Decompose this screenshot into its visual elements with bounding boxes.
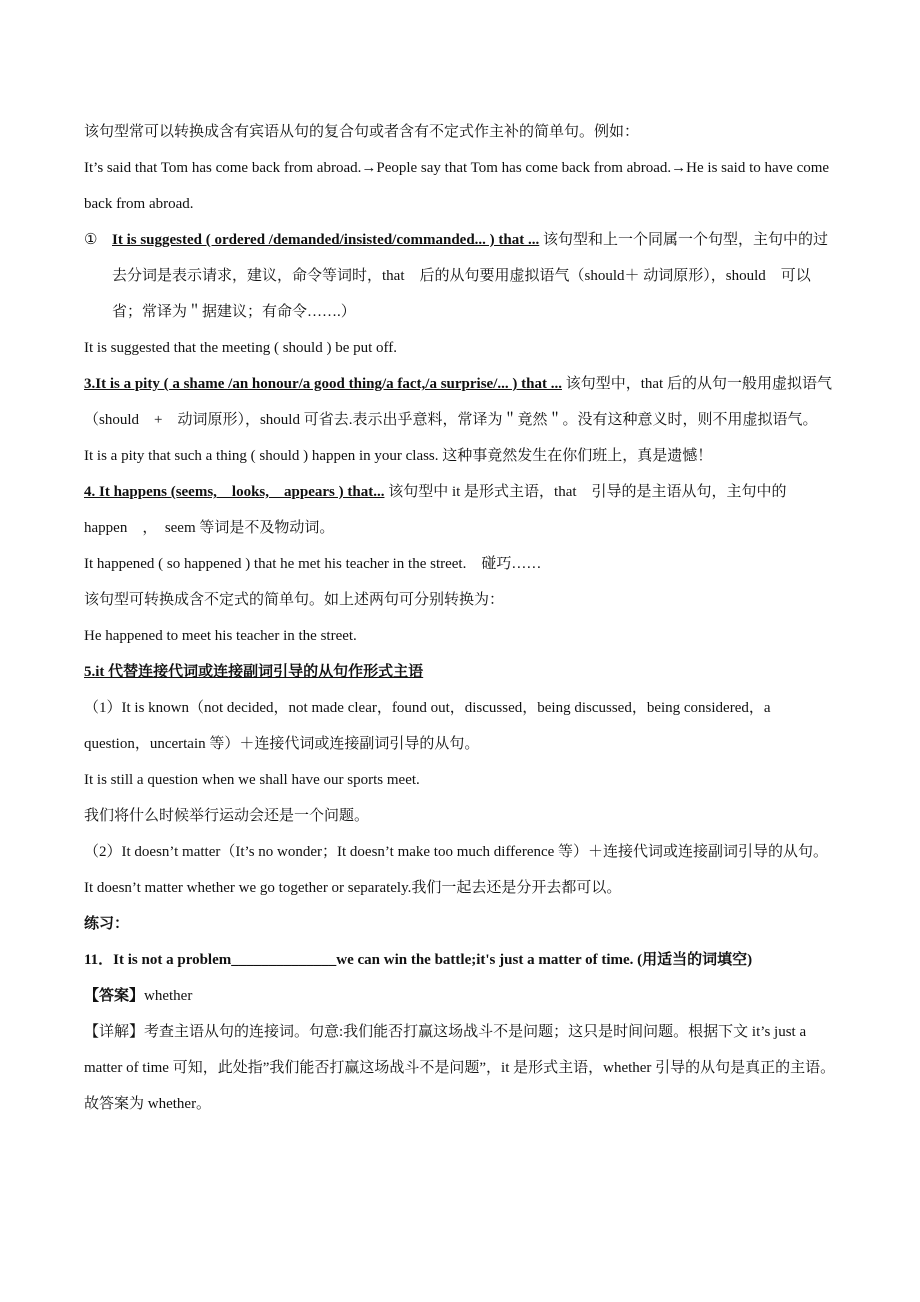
question-text-start: 11．It is not a problem bbox=[84, 952, 232, 968]
document-page bbox=[84, 114, 838, 1122]
example-translation: 我们将什么时候举行运动会还是一个问题。 bbox=[84, 808, 370, 824]
example-sentence: It doesn’t matter whether we go together or separately.我们一起去还是分开去都可以。 bbox=[84, 880, 622, 896]
question-11 bbox=[84, 942, 838, 978]
example-sentence: It’s said that Tom has come back from abroad.→People say that Tom has come back from abroad.→He is said to have come back from abroad. bbox=[84, 160, 830, 212]
question-text-end: we can win the battle;it's just a matter of time. (用适当的词填空) bbox=[336, 952, 753, 968]
pattern-heading: 5.it 代替连接代词或连接副词引导的从句作形式主语 bbox=[84, 664, 424, 680]
example-sentence: He happened to meet his teacher in the street. bbox=[84, 628, 357, 644]
example-sentence: It is a pity that such a thing ( should ) happen in your class. 这种事竟然发生在你们班上，真是遗憾！ bbox=[84, 448, 713, 464]
fill-in-blank: ______________ bbox=[231, 952, 337, 968]
circled-number-marker: ① bbox=[84, 232, 98, 248]
pattern-explanation: 该句型和上一个同属一个句型，主句中的过去分词是表示请求，建议，命令等词时，that 后的从句要用虚拟语气（should＋ 动词原形），should 可以省；常译为＂据建议；有命令…….） bbox=[112, 232, 829, 320]
intro-paragraph: 该句型常可以转换成含有宾语从句的复合句或者含有不定式作主补的简单句。例如： bbox=[84, 124, 640, 140]
example-sentence: It happened ( so happened ) that he met his teacher in the street. 碰巧…… bbox=[84, 556, 542, 572]
pattern-explanation: 该句型中，that 后的从句一般用虚拟语气（should + 动词原形），should 可省去.表示出乎意料，常译为＂竟然＂。没有这种意义时，则不用虚拟语气。 bbox=[84, 376, 832, 428]
detail-text: 考查主语从句的连接词。句意:我们能否打赢这场战斗不是问题；这只是时间问题。根据下文 it’s just a matter of time 可知，此处指”我们能否打赢这场战斗不是问题”，it 是形式主语，whether 引导的从句是真正的主语。故答案为 whether。 bbox=[84, 1024, 836, 1112]
answer-label: 【答案】 bbox=[84, 988, 145, 1004]
pattern-heading: 3.It is a pity ( a shame /an honour/a good thing/a fact,/a surprise/... ) that ... bbox=[84, 376, 562, 392]
pattern-section-3 bbox=[84, 366, 838, 438]
pattern-section-5 bbox=[84, 654, 838, 690]
pattern-section-4 bbox=[84, 474, 838, 546]
conversion-note: 该句型可转换成含不定式的简单句。如上述两句可分别转换为： bbox=[84, 592, 505, 608]
practice-heading: 练习： bbox=[84, 916, 130, 932]
pattern-explanation: 该句型中 it 是形式主语，that 引导的是主语从句，主句中的 happen ， seem 等词是不及物动词。 bbox=[84, 484, 787, 536]
detail-explanation bbox=[84, 1014, 838, 1122]
subpoint-2: （2）It doesn’t matter（It’s no wonder；It doesn’t make too much difference 等）＋连接代词或连接副词引导的从句。 bbox=[84, 844, 829, 860]
answer-value: whether bbox=[144, 988, 193, 1004]
pattern-heading: It is suggested ( ordered /demanded/insisted/commanded... ) that ... bbox=[112, 232, 540, 248]
example-sentence: It is suggested that the meeting ( should ) be put off. bbox=[84, 340, 398, 356]
pattern-item-1 bbox=[84, 222, 838, 330]
subpoint-1: （1）It is known（not decided，not made clear，found out，discussed，being discussed，being considered，a question，uncertain 等）＋连接代词或连接副词引导的从句。 bbox=[84, 700, 771, 752]
detail-label: 【详解】 bbox=[84, 1024, 145, 1040]
example-sentence: It is still a question when we shall have our sports meet. bbox=[84, 772, 420, 788]
pattern-heading: 4. It happens (seems, looks, appears ) that... bbox=[84, 484, 385, 500]
answer-line bbox=[84, 978, 838, 1014]
